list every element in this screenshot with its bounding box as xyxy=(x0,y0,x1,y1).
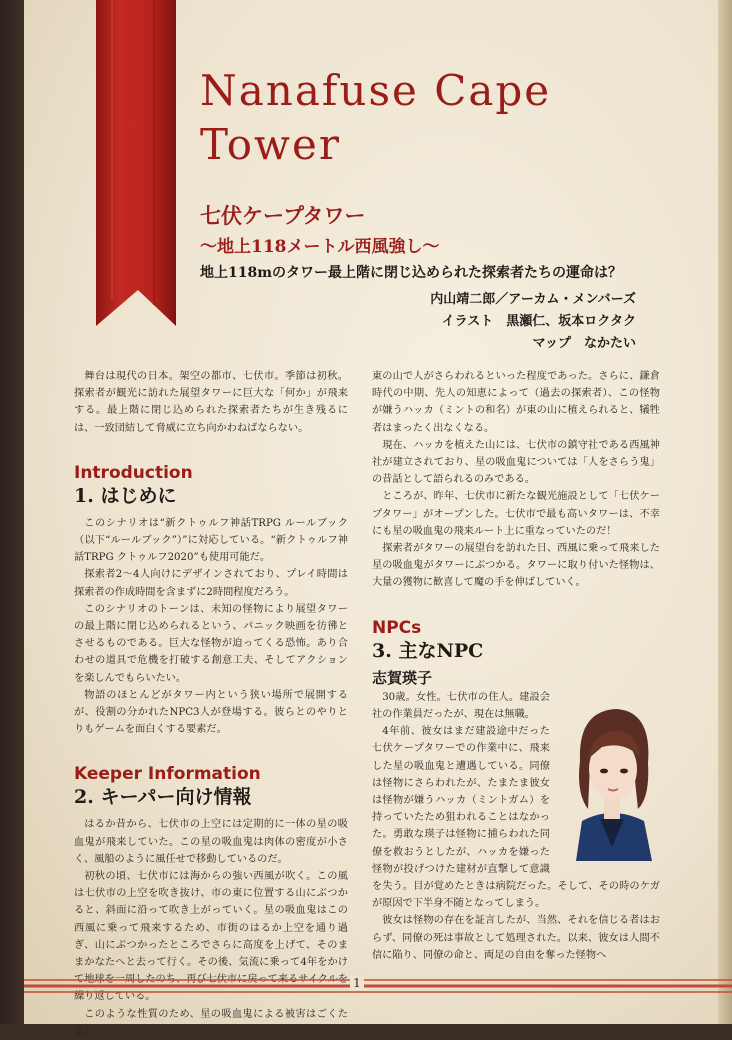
paragraph: 探索者がタワーの展望台を訪れた日、西風に乗って飛来した星の吸血鬼がタワーにぶつかる。タワーに取り付いた怪物は、大量の獲物に歓喜して魔の手を伸ばしていく。 xyxy=(372,543,660,589)
credit-map: マップ なかたい xyxy=(532,336,636,351)
paragraph: このシナリオのトーンは、未知の怪物により展望タワーの最上階に閉じ込められるという、パニック映画を彷彿とさせるものである。巨大な怪物が迫ってくる恐怖。あり合わせの道具で危機を打破する創意工夫、そしてアクションを楽しんでもらいたい。 xyxy=(74,603,348,684)
paragraph: 30歳。女性。七伏市の住人。建設会社の作業員だったが、現在は無職。 xyxy=(372,691,550,721)
credit-author: 内山靖二郎／アーカム・メンバーズ xyxy=(430,292,636,307)
section-title-en-npcs: NPCs xyxy=(372,617,422,638)
paragraph: 初秋の頃、七伏市には海からの強い西風が吹く。この風は七伏市の上空を吹き抜け、市の東に位置する山にぶつかると、斜面に沿って吹き上がっていく。星の吸血鬼はこの西風に乗って飛来するため、市街のはるか上空を通り過ぎ、山にぶつかったところでさらに高度を上げて、そのままかなたへと去って行く。その後、気流に乗って4年をかけて地球を一周したのち、再び七伏市に戻って来るサイクルを繰り返している。 xyxy=(74,871,348,1003)
section-title-jp-keeper: 2. キーパー向け情報 xyxy=(74,786,252,809)
credit-illustration: イラスト 黒瀬仁、坂本ロクタク xyxy=(441,314,636,329)
npc-profile xyxy=(372,689,660,964)
paragraph: 探索者2〜4人向けにデザインされており、プレイ時間は探索者の作成時間を含まずに2時間程度だろう。 xyxy=(74,569,348,598)
paragraph: このシナリオは“新クトゥルフ神話TRPG ルールブック（以下“ルールブック”）”に対応している。“新クトゥルフ神話TRPG クトゥルフ2020”も使用可能だ。 xyxy=(74,517,348,564)
section-title-en-keeper: Keeper Information xyxy=(74,764,261,785)
subtitle-tagline: 〜地上118メートル西風強し〜 xyxy=(200,237,440,257)
paragraph: このような性質のため、星の吸血鬼による被害はごくたまに xyxy=(74,1008,348,1037)
paragraph: ところが、昨年、七伏市に新たな観光施設として「七伏ケープタワー」がオープンした。七伏市で最も高いタワーは、不幸にも星の吸血鬼の飛来ルート上に重なっていたのだ！ xyxy=(372,491,660,537)
page-title: Nanafuse Cape Tower xyxy=(200,66,552,169)
paragraph: 物語のほとんどがタワー内という狭い場所で展開するが、役割の分かれたNPC3人が登場する。彼らとのやりとりもゲームを面白くする要素だ。 xyxy=(74,689,348,736)
right-column xyxy=(372,368,660,964)
paragraph: 現在、ハッカを植えた山には、七伏市の鎮守社である西風神社が建立されており、星の吸血鬼については「人をさらう鬼」の昔話として語られるのみである。 xyxy=(372,439,660,486)
section-title-jp-introduction: 1. はじめに xyxy=(74,484,177,507)
npc-name: 志賀瑛子 xyxy=(372,668,433,687)
section-title-en-introduction: Introduction xyxy=(74,462,193,483)
paragraph: 彼女は怪物の存在を証言したが、当然、それを信じる者はおらず、同僚の死は事故として処理された。以来、彼女は人間不信に陥り、同僚の命と、両足の自由を奪った怪物へ xyxy=(372,915,660,961)
page-number: 1 xyxy=(350,976,364,990)
page xyxy=(24,0,732,1037)
subtitle-japanese: 七伏ケープタワー xyxy=(200,203,366,228)
paragraph: 東の山で人がさらわれるといった程度であった。さらに、鎌倉時代の中期、先人の知恵によって（過去の探索者）、この怪物が嫌うハッカ（ミントの和名）が東の山に植えられると、犠牲者はまったく出なくなる。 xyxy=(372,371,660,434)
intro-paragraph: 舞台は現代の日本。架空の都市、七伏市。季節は初秋。探索者が観光に訪れた展望タワーに巨大な「何か」が飛来する。最上階に閉じ込められた探索者たちが生き残るには、一致団結して脅威に立ち向かわねばならない。 xyxy=(74,371,348,434)
paragraph: はるか昔から、七伏市の上空には定期的に一体の星の吸血鬼が飛来していた。この星の吸血鬼は肉体の密度が小さく、風船のように風任せで移動しているのだ。 xyxy=(74,819,348,865)
catchphrase: 地上118mのタワー最上階に閉じ込められた探索者たちの運命は？ xyxy=(200,265,623,281)
section-title-jp-npcs: 3. 主なNPC xyxy=(372,639,484,662)
npc-portrait xyxy=(558,701,666,861)
page-edge xyxy=(718,0,732,1024)
paragraph: 4年前、彼女はまだ建設途中だった七伏ケープタワーでの作業中に、飛来した星の吸血鬼と遭遇している。同僚は怪物にさらわれたが、たまたま彼女は怪物が嫌うハッカ（ミントガム）を持っていたため狙われることはなかった。勇敢な瑛子は怪物に捕らわれた同僚を救おうとしたが、ハッカを嫌った怪物が投げつけた建材が直撃して意識を失う。目が覚めたときは病院だった。そして、その時のケガが原因で下半身不随となってしまう。 xyxy=(372,726,660,910)
footer-ornament xyxy=(24,966,732,1006)
left-column xyxy=(74,368,348,1040)
bookmark-ribbon xyxy=(92,0,180,330)
